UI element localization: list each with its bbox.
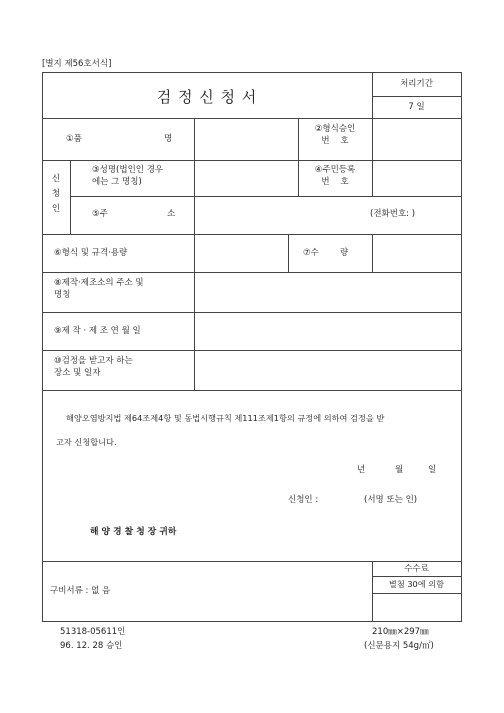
signature-note: (서명 또는 인) (364, 495, 418, 505)
applicant-group-label: 신 청 인 (51, 174, 61, 214)
manufacturer-field[interactable] (195, 273, 461, 312)
processing-period-label: 처리기간 (400, 79, 433, 89)
approval-number-label: ②형식승인 번 호 (314, 124, 356, 147)
paper-size: 210㎜×297㎜ (372, 627, 429, 637)
quantity-label-end: 량 (340, 248, 349, 258)
address-label-end: 소 (167, 209, 176, 219)
date-day-label: 일 (428, 465, 437, 475)
recipient-line: 해 양 경 찰 청 장 귀하 (90, 527, 177, 537)
approval-number-field[interactable] (373, 119, 461, 160)
item-name-label-end: 명 (164, 134, 173, 144)
manufacture-date-label: ⑨제 작 · 제 조 연 월 일 (54, 326, 141, 336)
fee-label: 수수료 (404, 564, 429, 574)
model-spec-label: ⑥형식 및 규격·용량 (54, 248, 128, 258)
inspection-place-label: ⑩검정을 받고자 하는 장소 및 일자 (54, 356, 133, 379)
applicant-signature-field[interactable] (326, 492, 362, 506)
applicant-name-label: ③성명(법인인 경우 에는 그 명칭) (92, 165, 164, 188)
statement-line-2: 고자 신청합니다. (56, 437, 117, 447)
manufacture-date-field[interactable] (195, 313, 461, 350)
date-year-label: 년 (357, 465, 366, 475)
processing-period-value: 7 일 (408, 102, 425, 112)
address-label: ⑤주 (92, 209, 108, 219)
applicant-signature-label: 신청인 : (288, 495, 319, 505)
quantity-label: ⑦수 (303, 248, 319, 258)
manufacturer-label: ⑧제작·제조소의 주소 및 명칭 (54, 278, 144, 301)
statement-line-1: 해양오염방지법 제64조제4항 및 동법시행규칙 제111조제1항의 규정에 의하여 검정을 받 (66, 413, 385, 423)
date-month-label: 월 (395, 465, 404, 475)
phone-number-label: (전화번호: ) (370, 209, 416, 219)
required-documents: 구비서류 : 없 음 (50, 586, 111, 596)
applicant-name-field[interactable] (195, 161, 298, 196)
fee-value: 별첨 30에 의함 (388, 579, 445, 589)
form-number-tag: [별지 제56호서식] (42, 59, 112, 69)
form-title: 검 정 신 청 서 (156, 88, 258, 106)
inspection-place-field[interactable] (195, 351, 461, 390)
model-spec-field[interactable] (195, 235, 288, 272)
resident-number-field[interactable] (373, 161, 461, 196)
address-field[interactable] (195, 197, 365, 234)
item-name-field[interactable] (195, 119, 298, 160)
item-name-label: ①품 (66, 134, 82, 144)
approval-date: 96. 12. 28 승인 (60, 641, 123, 651)
quantity-field[interactable] (373, 235, 461, 272)
resident-number-label: ④주민등록 번 호 (314, 165, 356, 188)
form-code: 51318-05611인 (60, 627, 126, 637)
paper-type: (신문용지 54g/㎡) (364, 641, 434, 651)
